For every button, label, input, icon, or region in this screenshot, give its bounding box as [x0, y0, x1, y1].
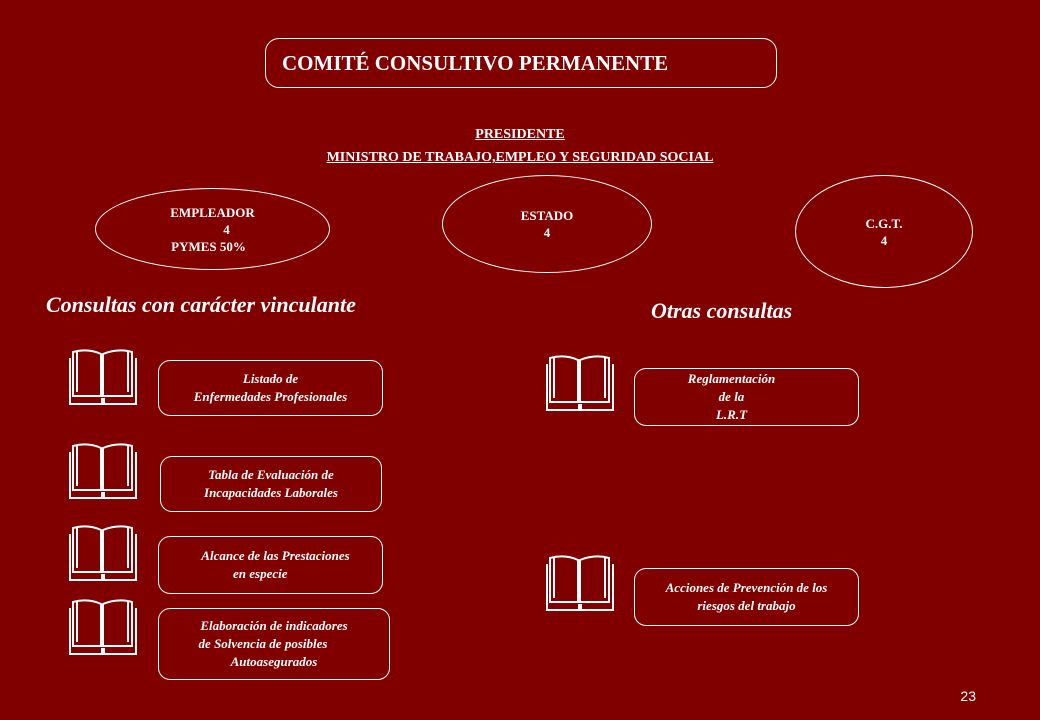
member-estado	[442, 175, 652, 273]
member-name: C.G.T.	[865, 215, 903, 231]
page-title: COMITÉ CONSULTIVO PERMANENTE	[282, 50, 669, 75]
item-line: Elaboración de indicadores	[200, 618, 348, 633]
item-line: L.R.T	[715, 407, 748, 422]
book-icon	[68, 522, 138, 584]
other-consultations-heading: Otras consultas	[651, 298, 793, 323]
president-name: MINISTRO DE TRABAJO,EMPLEO Y SEGURIDAD SOCIAL	[326, 150, 714, 165]
item-line: Listado de	[242, 371, 299, 386]
member-count: 4	[543, 225, 551, 240]
book-icon	[545, 552, 615, 614]
page-number: 23	[960, 688, 976, 704]
item-line: Alcance de las Prestaciones	[201, 548, 350, 563]
item-line: Incapacidades Laborales	[204, 485, 338, 500]
member-empleador	[95, 188, 330, 270]
item-line: Autoasegurados	[230, 654, 318, 669]
item-line: de la	[718, 389, 745, 404]
member-note: PYMES 50%	[171, 238, 246, 254]
item-line: en especie	[233, 566, 288, 581]
title-box	[265, 38, 777, 88]
member-count: 4	[223, 221, 230, 237]
item-indicadores-solvencia	[158, 608, 390, 680]
item-reglamentacion-lrt	[634, 368, 859, 426]
item-line: Acciones de Prevención de los	[665, 580, 828, 595]
president-label: PRESIDENTE	[475, 127, 565, 142]
item-line: Enfermedades Profesionales	[193, 389, 348, 404]
item-line: Reglamentación	[687, 371, 776, 386]
member-cgt	[795, 175, 973, 288]
item-acciones-prevencion	[634, 568, 859, 626]
member-name: ESTADO	[520, 208, 574, 223]
item-line: de Solvencia de posibles	[198, 636, 328, 651]
item-alcance-prestaciones	[158, 536, 383, 594]
binding-consultations-heading: Consultas con carácter vinculante	[46, 292, 356, 317]
book-icon	[68, 346, 138, 408]
item-listado-enfermedades	[158, 360, 383, 416]
item-tabla-evaluacion	[160, 456, 382, 512]
book-icon	[545, 352, 615, 414]
item-line: riesgos del trabajo	[697, 598, 796, 613]
book-icon	[68, 440, 138, 502]
book-icon	[68, 596, 138, 658]
member-count: 4	[880, 232, 888, 248]
member-name: EMPLEADOR	[170, 204, 255, 220]
item-line: Tabla de Evaluación de	[208, 467, 334, 482]
